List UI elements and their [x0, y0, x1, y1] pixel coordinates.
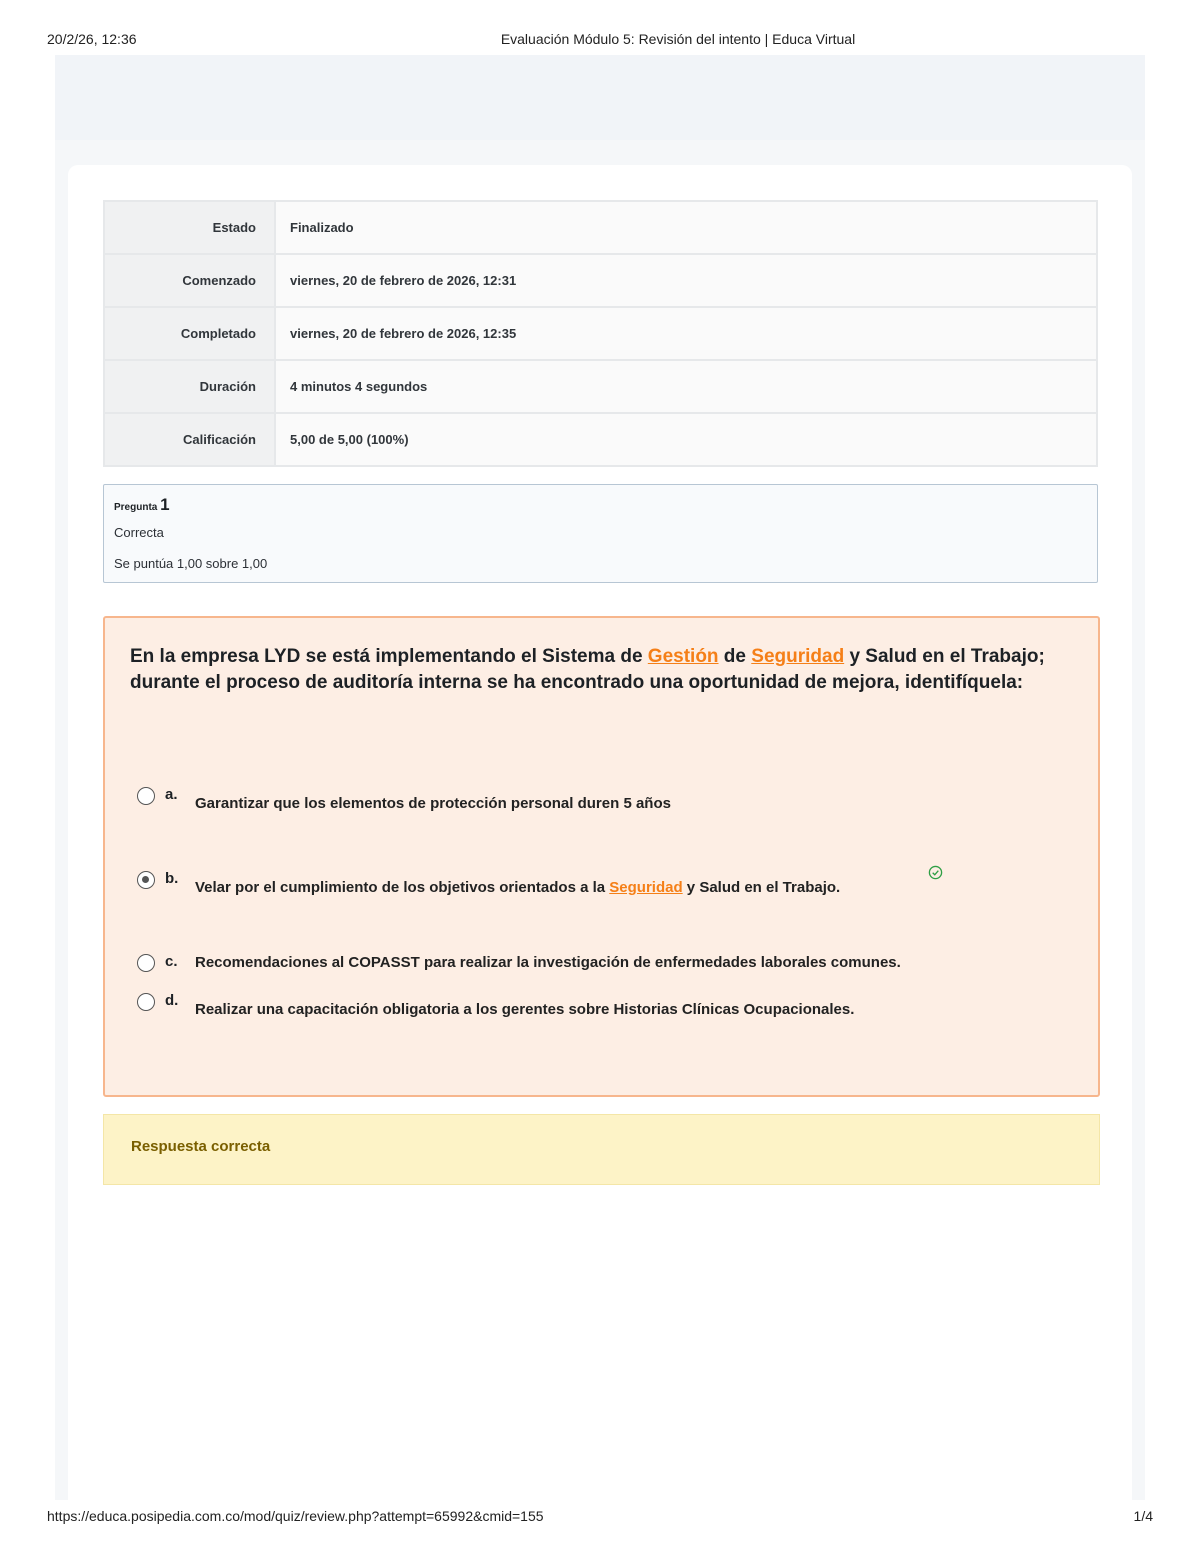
- option-text-part: Velar por el cumplimiento de los objetivos orientados a la: [195, 879, 610, 896]
- option-letter: d.: [165, 992, 179, 1009]
- attempt-summary-table: [103, 200, 1098, 467]
- summary-value: Finalizado: [275, 201, 1097, 254]
- question-text: [130, 644, 1075, 696]
- radio-button[interactable]: [137, 993, 155, 1011]
- option-text: Realizar una capacitación obligatoria a los gerentes sobre Historias Clínicas Ocupacionales.: [195, 1001, 855, 1018]
- question-text-part: y Salud en el Trabajo; durante el proceso de auditoría interna se ha encontrado una oportunidad de mejora, identifíquela:: [130, 646, 1045, 693]
- option-text: [195, 879, 840, 896]
- summary-label: Calificación: [104, 413, 275, 466]
- content-card: [68, 165, 1132, 1500]
- summary-label: Duración: [104, 360, 275, 413]
- correct-check-icon: [928, 865, 943, 880]
- print-url: https://educa.posipedia.com.co/mod/quiz/review.php?attempt=65992&cmid=155: [47, 1508, 544, 1524]
- summary-row-grade: [104, 413, 1097, 466]
- glossary-link-seguridad[interactable]: Seguridad: [751, 646, 845, 667]
- glossary-link-gestion[interactable]: Gestión: [647, 646, 719, 667]
- option-letter: a.: [165, 786, 178, 803]
- radio-button[interactable]: [137, 787, 155, 805]
- page-frame: [55, 55, 1145, 1500]
- option-text: Recomendaciones al COPASST para realizar la investigación de enfermedades laborales comunes.: [195, 954, 901, 971]
- option-text-part: y Salud en el Trabajo.: [682, 879, 841, 896]
- question-text-part: de: [718, 646, 752, 667]
- summary-row-state: [104, 201, 1097, 254]
- question-text-part: En la empresa LYD se está implementando el Sistema de: [130, 646, 648, 667]
- question-number: [114, 495, 170, 515]
- glossary-link-seguridad[interactable]: Seguridad: [609, 879, 683, 896]
- question-box: [103, 616, 1100, 1097]
- feedback-box: [103, 1114, 1100, 1185]
- question-info-box: [103, 484, 1098, 583]
- summary-label: Comenzado: [104, 254, 275, 307]
- question-number-value: 1: [160, 495, 170, 514]
- radio-button[interactable]: [137, 954, 155, 972]
- summary-value: 5,00 de 5,00 (100%): [275, 413, 1097, 466]
- question-grade: Se puntúa 1,00 sobre 1,00: [114, 556, 268, 571]
- question-state: Correcta: [114, 525, 164, 540]
- option-text: Garantizar que los elementos de protección personal duren 5 años: [195, 795, 671, 812]
- top-band: [55, 55, 1145, 140]
- radio-button-selected[interactable]: [137, 871, 155, 889]
- print-datetime: 20/2/26, 12:36: [47, 31, 137, 47]
- option-letter: b.: [165, 870, 179, 887]
- option-letter: c.: [165, 953, 178, 970]
- summary-value: viernes, 20 de febrero de 2026, 12:31: [275, 254, 1097, 307]
- summary-row-completed: [104, 307, 1097, 360]
- summary-row-duration: [104, 360, 1097, 413]
- summary-label: Estado: [104, 201, 275, 254]
- print-page-title: Evaluación Módulo 5: Revisión del intento | Educa Virtual: [500, 31, 856, 47]
- feedback-text: Respuesta correcta: [131, 1138, 271, 1155]
- print-page-number: 1/4: [1133, 1508, 1153, 1524]
- question-label: Pregunta: [114, 502, 158, 513]
- summary-value: 4 minutos 4 segundos: [275, 360, 1097, 413]
- summary-row-started: [104, 254, 1097, 307]
- summary-label: Completado: [104, 307, 275, 360]
- summary-value: viernes, 20 de febrero de 2026, 12:35: [275, 307, 1097, 360]
